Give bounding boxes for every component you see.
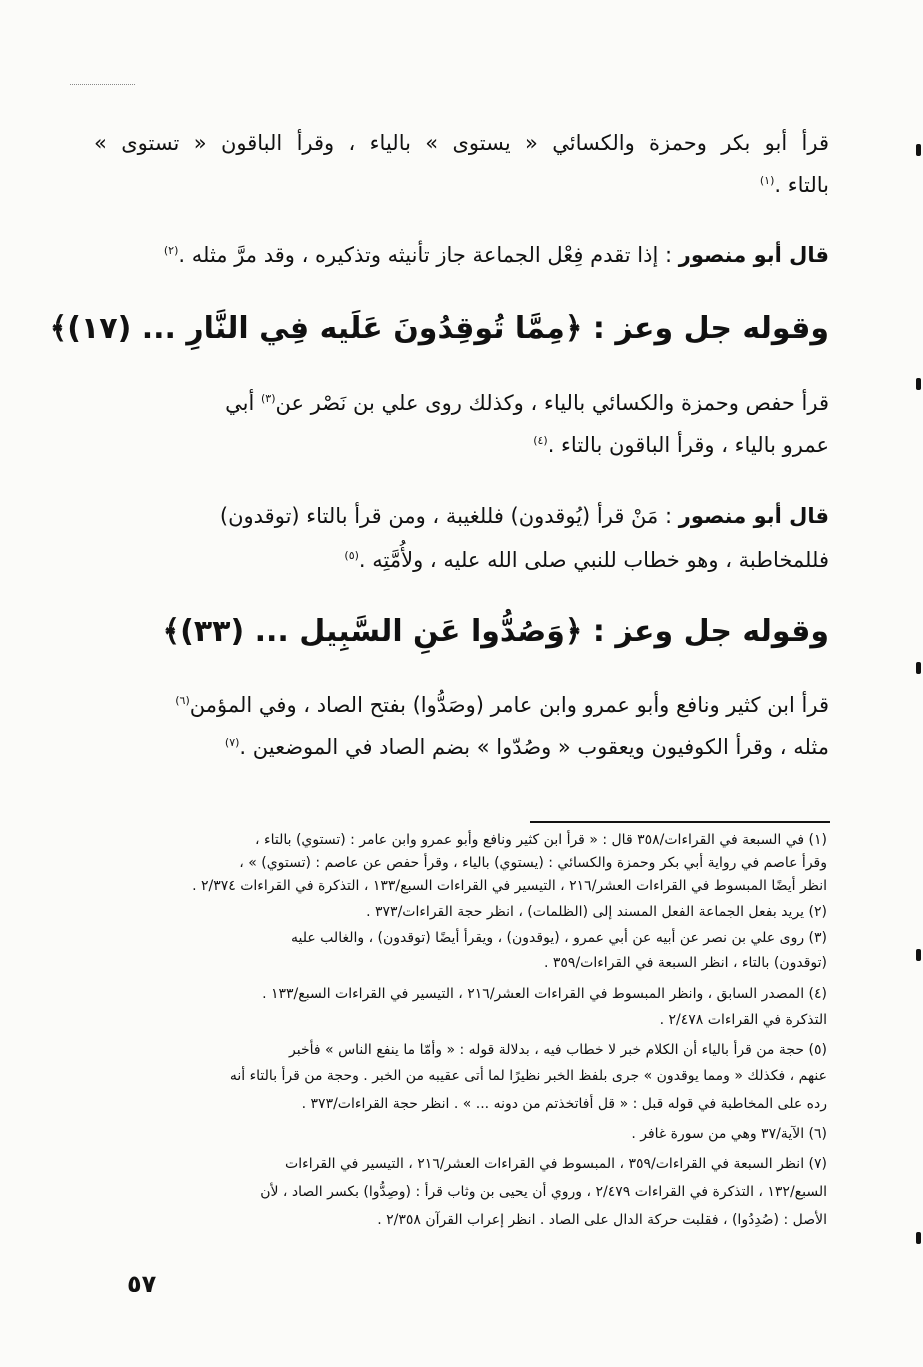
footnote-ref-1: (١)	[759, 174, 775, 187]
verse-1: وقوله جل وعز : ﴿مِمَّا تُوقِدُونَ عَلَيه فِي النَّارِ ... (١٧)﴾	[49, 311, 829, 346]
footnote-7-line-2: السبع/١٣٢ ، التذكرة في القراءات ٢/٤٧٩ ، وروي أن يحيى بن وثاب قرأ : (وصِدُّوا) بكسر الصاد ، لأن	[260, 1184, 827, 1200]
footnote-1-line-2: وقرأ عاصم في رواية أبي بكر وحمزة والكسائي : (يستوي) بالياء ، وقرأ حفص عن عاصم : (تستوي) » ،	[239, 855, 827, 871]
para4-line2	[94, 548, 829, 573]
scan-edge-mark	[916, 662, 921, 674]
page-number: ٥٧	[127, 1270, 157, 1298]
footnote-ref-7: (٧)	[224, 736, 240, 749]
footnote-ref-3: (٣)	[260, 392, 276, 405]
footnote-7-line-1: (٧) انظر السبعة في القراءات/٣٥٩ ، المبسوط في القراءات العشر/٢١٦ ، التيسير في القراءات	[285, 1156, 827, 1172]
footnote-5-line-2: عنهم ، فكذلك « ومما يوقدون » جرى بلفظ الخبر نظيرًا لما أتى عقيبه من الخبر . وحجة من قرأ بالتاء أنه	[229, 1068, 827, 1084]
footnote-1-line-1: (١) في السبعة في القراءات/٣٥٨ قال : « قرأ ابن كثير ونافع وأبو عمرو وابن عامر : (تستوي) بالتاء ،	[255, 832, 827, 848]
para1-line2-text: بالتاء .	[774, 173, 829, 197]
footnote-7-line-3: الأصل : (صُدِدُوا) ، فقلبت حركة الدال على الصاد . انظر إعراب القرآن ٢/٣٥٨ .	[377, 1212, 827, 1228]
para2-line1	[94, 243, 829, 268]
footnote-6-line-1: (٦) الآية/٣٧ وهي من سورة غافر .	[631, 1126, 827, 1142]
footnote-ref-6: (٦)	[175, 694, 190, 707]
verse-2: وقوله جل وعز : ﴿وَصُدُّوا عَنِ السَّبِيل ... (٣٣)﴾	[162, 614, 829, 649]
para2-text: : إذا تقدم فِعْل الجماعة جاز تأنيثه وتذكيره ، وقد مرَّ مثله .	[178, 243, 673, 267]
footnote-4-line-1: (٤) المصدر السابق ، وانظر المبسوط في القراءات العشر/٢١٦ ، التيسير في القراءات السبع/١٣٣ .	[262, 986, 827, 1002]
para4-lead: قال أبو منصور	[678, 504, 829, 528]
footnote-1-line-3: انظر أيضًا المبسوط في القراءات العشر/٢١٦ ، التيسير في القراءات السبع/١٣٣ ، التذكرة في القراءات ٢/٣٧٤ .	[192, 878, 827, 894]
para4-line2-text: فللمخاطبة ، وهو خطاب للنبي صلى الله عليه ، ولأُمَّتِه .	[358, 548, 829, 572]
para5-line1a: قرأ ابن كثير ونافع وأبو عمرو وابن عامر (وصَدُّوا) بفتح الصاد ، وفي المؤمن	[189, 693, 829, 717]
scan-edge-mark	[916, 378, 921, 390]
para3-line1	[94, 391, 829, 416]
footnote-separator	[530, 821, 830, 823]
footnote-ref-5: (٥)	[344, 549, 359, 562]
para3-line2	[94, 433, 829, 458]
para5-line2	[94, 735, 829, 760]
footnote-3-line-1: (٣) روى علي بن نصر عن أبيه عن أبي عمرو ، (يوقدون) ، ويقرأ أيضًا (توقدون) ، والغالب عليه	[291, 930, 827, 946]
footnote-5-line-1: (٥) حجة من قرأ بالياء أن الكلام خبر لا خطاب فيه ، بدلالة قوله : « وأمّا ما ينفع الناس » فأخبر	[289, 1042, 827, 1058]
scan-edge-mark	[916, 1232, 921, 1244]
para3-line2-text: عمرو بالياء ، وقرأ الباقون بالتاء .	[547, 433, 829, 457]
para5-line1	[94, 693, 829, 718]
para3-line1b: أبي	[225, 391, 261, 415]
footnote-4-line-2: التذكرة في القراءات ٢/٤٧٨ .	[659, 1012, 827, 1028]
scan-edge-mark	[916, 949, 921, 961]
scan-edge-mark	[916, 144, 921, 156]
footnote-ref-4: (٤)	[533, 434, 548, 447]
scan-specks	[70, 84, 135, 86]
para4-line1-text: : مَنْ قرأ (يُوقدون) فللغيبة ، ومن قرأ بالتاء (توقدون)	[219, 504, 673, 528]
para2-lead: قال أبو منصور	[678, 243, 829, 267]
footnote-2-line-1: (٢) يريد بفعل الجماعة الفعل المسند إلى (الظلمات) ، انظر حجة القراءات/٣٧٣ .	[366, 904, 827, 920]
para1-line1: قرأ أبو بكر وحمزة والكسائي « يستوى » بالياء ، وقرأ الباقون « تستوى »	[94, 131, 829, 155]
para5-line2-text: مثله ، وقرأ الكوفيون ويعقوب « وصُدّوا » بضم الصاد في الموضعين .	[239, 735, 829, 759]
para4-line1	[94, 504, 829, 529]
footnote-5-line-3: رده على المخاطبة في قوله قبل : « قل أفاتخذتم من دونه ... » . انظر حجة القراءات/٣٧٣ .	[301, 1096, 827, 1112]
footnote-3-line-2: (توقدون) بالتاء ، انظر السبعة في القراءات/٣٥٩ .	[543, 955, 827, 971]
para3-line1a: قرأ حفص وحمزة والكسائي بالياء ، وكذلك روى علي بن نَصْر عن	[275, 391, 829, 415]
footnote-ref-2: (٢)	[163, 244, 179, 257]
para1-line2	[94, 173, 829, 198]
